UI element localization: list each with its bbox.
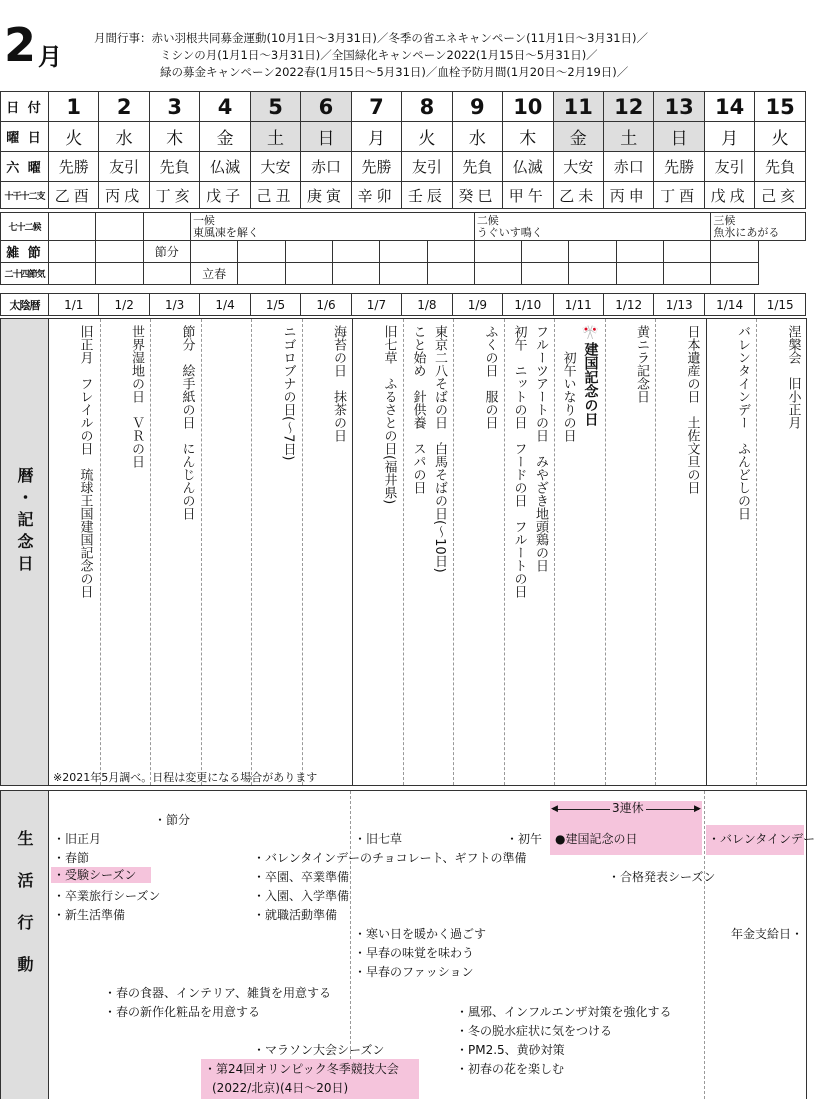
- lunar-cell: 1/9: [452, 294, 502, 316]
- life-label: 生活行動: [15, 830, 34, 998]
- monthly-events-line-1: 月間行事：赤い羽根共同募金運動(10月1日〜3月31日)／冬季の省エネキャンペーン(11月1日〜3月31日)／: [94, 31, 649, 45]
- date-cell: 3: [149, 92, 199, 122]
- life-item: ・春の新作化粧品を用意する: [104, 1005, 261, 1019]
- zassetsu-cell: [380, 241, 427, 263]
- life-item: ・旧七草: [354, 832, 403, 846]
- kanshi-cell: 丁亥: [149, 182, 199, 209]
- life-item: ・入園、入学準備: [253, 889, 350, 903]
- life-item: ・就職活動準備: [253, 908, 338, 922]
- month-kanji: 月: [38, 43, 62, 71]
- rokuyo-cell: 大安: [553, 152, 603, 182]
- zassetsu-cell: [427, 241, 474, 263]
- kanshi-cell: 乙未: [553, 182, 603, 209]
- renkyu-label: 3連休: [612, 801, 644, 815]
- koyomi-column: [251, 319, 303, 785]
- weekday-cell: 日: [301, 122, 351, 152]
- koyomi-entry: 🎌建国記念の日: [582, 325, 599, 427]
- weekday-cell: 水: [452, 122, 502, 152]
- kou72-period-label: 二候: [476, 214, 499, 227]
- kou72-period: [190, 213, 474, 241]
- date-cell: 4: [200, 92, 250, 122]
- weekday-cell: 金: [553, 122, 603, 152]
- life-item: ・初午: [506, 832, 543, 846]
- koyomi-entry: バレンタインデー ふんどしの日: [735, 325, 750, 520]
- koyomi-column: [504, 319, 556, 785]
- kou72-cell: [49, 213, 96, 241]
- kanshi-cell: 癸巳: [452, 182, 502, 209]
- zassetsu-row: [1, 241, 806, 263]
- rokuyo-cell: 大安: [250, 152, 300, 182]
- sekki24-cell: [332, 263, 379, 285]
- kanshi-cell: 庚寅: [301, 182, 351, 209]
- weekday-cell: 水: [99, 122, 149, 152]
- date-cell: 9: [452, 92, 502, 122]
- koyomi-column: [453, 319, 505, 785]
- koyomi-column: [655, 319, 707, 785]
- life-item: ・受験シーズン: [51, 867, 151, 883]
- sekki24-cell: 立春: [190, 263, 237, 285]
- rokuyo-cell: 仏滅: [200, 152, 250, 182]
- koyomi-entry: 節分 絵手紙の日 にんじんの日: [179, 325, 195, 520]
- life-item: ・早春の味覚を味わう: [354, 946, 475, 960]
- koyomi-column: [100, 319, 152, 785]
- kanshi-cell: 己丑: [250, 182, 300, 209]
- life-item: ・新生活準備: [53, 908, 126, 922]
- koyomi-column: [605, 319, 657, 785]
- zassetsu-cell: [569, 241, 616, 263]
- date-label: 日 付: [1, 92, 49, 122]
- rokuyo-cell: 友引: [704, 152, 754, 182]
- rokuyo-cell: 先負: [149, 152, 199, 182]
- kanshi-cell: 甲午: [503, 182, 553, 209]
- koyomi-entry: 旧七草 ふるさとの日(福井県): [381, 325, 397, 505]
- koyomi-entry: ふくの日 服の日: [482, 325, 498, 429]
- lunar-cell: 1/3: [149, 294, 199, 316]
- kanshi-cell: 丙戌: [99, 182, 149, 209]
- koyomi-column: [403, 319, 455, 785]
- date-cell: 6: [301, 92, 351, 122]
- rokuyo-cell: 先負: [452, 152, 502, 182]
- date-cell: 1: [49, 92, 99, 122]
- zassetsu-label: 雑 節: [1, 241, 49, 263]
- koyomi-entry: 黄ニラ記念日: [634, 325, 649, 403]
- lunar-cell: 1/15: [755, 294, 806, 316]
- zassetsu-cell: [664, 241, 711, 263]
- life-item: ・マラソン大会シーズン: [253, 1043, 385, 1057]
- life-item: ・節分: [154, 813, 191, 827]
- life-item: ・春の食器、インテリア、雑貨を用意する: [104, 986, 332, 1000]
- sekki24-cell: [569, 263, 616, 285]
- weekday-cell: 火: [49, 122, 99, 152]
- life-item: ・早春のファッション: [354, 965, 474, 979]
- date-row: [1, 92, 806, 122]
- koyomi-entry: フルーツアートの日 みやざき地頭鶏の日: [533, 325, 548, 572]
- kou72-cell: [143, 213, 190, 241]
- weekday-cell: 金: [200, 122, 250, 152]
- koyomi-entry: 初午 ニットの日 フードの日 フルートの日: [511, 325, 527, 598]
- life-item: ・風邪、インフルエンザ対策を強化する: [456, 1005, 672, 1019]
- weekday-cell: 月: [704, 122, 754, 152]
- lunar-grid: [0, 293, 806, 316]
- weekday-cell: 火: [755, 122, 806, 152]
- life-item: ・PM2.5、黄砂対策: [456, 1043, 565, 1057]
- weekday-row: [1, 122, 806, 152]
- zassetsu-cell: [711, 241, 758, 263]
- life-item: ・卒園、卒業準備: [253, 870, 350, 884]
- zassetsu-cell: [238, 241, 285, 263]
- life-item: ・寒い日を暖かく過ごす: [354, 927, 487, 941]
- koyomi-label-cell: [1, 319, 49, 785]
- kanshi-cell: 戊戌: [704, 182, 754, 209]
- sekki24-cell: [711, 263, 758, 285]
- kou72-period: [474, 213, 711, 241]
- date-cell: 15: [755, 92, 806, 122]
- rokuyo-cell: 赤口: [301, 152, 351, 182]
- sekki24-cell: [427, 263, 474, 285]
- weekday-cell: 土: [603, 122, 653, 152]
- lunar-row: [1, 294, 806, 316]
- kou72-label: 七十二候: [1, 213, 49, 241]
- kanshi-cell: 己亥: [755, 182, 806, 209]
- kanshi-cell: 壬辰: [402, 182, 452, 209]
- sekki24-cell: [474, 263, 521, 285]
- kanshi-row: [1, 182, 806, 209]
- zassetsu-cell: [190, 241, 237, 263]
- koyomi-column: [302, 319, 354, 785]
- koyomi-entry: 世界湿地の日 ＶＲの日: [129, 325, 144, 468]
- lunar-label: 太陰暦: [1, 294, 49, 316]
- month-number: 2: [4, 18, 37, 72]
- koyomi-entry: 日本遺産の日 土佐文旦の日: [684, 325, 700, 494]
- koyomi-column: [150, 319, 202, 785]
- sekki24-cell: [380, 263, 427, 285]
- zassetsu-cell: [616, 241, 663, 263]
- koyomi-column: [201, 319, 253, 785]
- koyomi-column: [756, 319, 808, 785]
- date-cell: 11: [553, 92, 603, 122]
- life-item: ・バレンタインデー: [708, 832, 815, 846]
- date-cell: 7: [351, 92, 401, 122]
- date-grid: [0, 91, 806, 209]
- zassetsu-cell: [285, 241, 332, 263]
- lunar-cell: 1/2: [99, 294, 149, 316]
- sekki24-cell: [285, 263, 332, 285]
- weekday-cell: 木: [149, 122, 199, 152]
- date-cell: 5: [250, 92, 300, 122]
- monthly-events-line-3: 緑の募金キャンペーン2022春(1月15日〜5月31日)／血栓予防月間(1月20日〜2月19日)／: [160, 65, 629, 79]
- koyomi-entry: 涅槃会 旧小正月: [785, 325, 801, 429]
- koyomi-column: [49, 319, 100, 785]
- sekki24-cell: [238, 263, 285, 285]
- life-item: ・春節: [53, 851, 90, 865]
- life-item: ・第24回オリンピック冬季競技大会: [204, 1062, 399, 1076]
- kou72-period-label: 一候: [192, 214, 215, 227]
- sekki24-label: 二十四節気: [1, 263, 49, 285]
- date-cell: 2: [99, 92, 149, 122]
- life-item: ●建国記念の日: [555, 832, 638, 846]
- rokuyo-row: [1, 152, 806, 182]
- rokuyo-cell: 先勝: [654, 152, 704, 182]
- date-cell: 12: [603, 92, 653, 122]
- rokuyo-cell: 友引: [402, 152, 452, 182]
- lunar-cell: 1/14: [704, 294, 754, 316]
- kanshi-cell: 乙酉: [49, 182, 99, 209]
- koyomi-entry: 海苔の日 抹茶の日: [331, 325, 346, 442]
- life-item: ・卒業旅行シーズン: [53, 889, 161, 903]
- date-cell: 10: [503, 92, 553, 122]
- lunar-cell: 1/1: [49, 294, 99, 316]
- life-item: ・バレンタインデーのチョコレート、ギフトの準備: [253, 851, 527, 865]
- rokuyo-label: 六 曜: [1, 152, 49, 182]
- sekki24-cell: [96, 263, 143, 285]
- season-grid: [0, 212, 806, 285]
- kanshi-label: 十干十二支: [1, 182, 49, 209]
- rokuyo-cell: 仏滅: [503, 152, 553, 182]
- koyomi-entry: こと始め 針供養 スパの日: [410, 325, 426, 494]
- kou72-row: [1, 213, 806, 241]
- lunar-cell: 1/8: [402, 294, 452, 316]
- lunar-cell: 1/6: [301, 294, 351, 316]
- koyomi-section: [0, 318, 807, 786]
- week-divider-2: [704, 791, 705, 1099]
- weekday-label: 曜 日: [1, 122, 49, 152]
- koyomi-label: 暦・記念日: [15, 467, 34, 577]
- life-item: ・旧正月: [53, 832, 102, 846]
- sekki24-row: [1, 263, 806, 285]
- date-cell: 14: [704, 92, 754, 122]
- life-label-cell: [1, 791, 49, 1099]
- zassetsu-cell: [522, 241, 569, 263]
- weekday-cell: 月: [351, 122, 401, 152]
- arrow-right-icon: ▶: [694, 804, 701, 814]
- kou72-period-label: 三候: [713, 214, 736, 227]
- zassetsu-cell: [474, 241, 521, 263]
- koyomi-note: ※2021年5月調べ。日程は変更になる場合があります: [53, 771, 318, 784]
- lunar-cell: 1/7: [351, 294, 401, 316]
- kou72-period-name: 東風凍を解く: [192, 225, 259, 239]
- rokuyo-cell: 先勝: [351, 152, 401, 182]
- life-item: (2022/北京)(4日〜20日): [212, 1081, 349, 1095]
- life-section: [0, 790, 815, 1099]
- kanshi-cell: 戊子: [200, 182, 250, 209]
- rokuyo-cell: 先負: [755, 152, 806, 182]
- weekday-cell: 火: [402, 122, 452, 152]
- life-item: 年金支給日・: [731, 927, 804, 941]
- lunar-cell: 1/10: [503, 294, 553, 316]
- zassetsu-cell: [332, 241, 379, 263]
- kanshi-cell: 丙申: [603, 182, 653, 209]
- lunar-cell: 1/4: [200, 294, 250, 316]
- lunar-cell: 1/11: [553, 294, 603, 316]
- sekki24-cell: [143, 263, 190, 285]
- zassetsu-cell: [49, 241, 96, 263]
- life-item: ・合格発表シーズン: [608, 870, 716, 884]
- sekki24-cell: [664, 263, 711, 285]
- lunar-cell: 1/13: [654, 294, 704, 316]
- kanshi-cell: 丁酉: [654, 182, 704, 209]
- monthly-events-line-2: ミシンの月(1月1日〜3月31日)／全国緑化キャンペーン2022(1月15日〜5月31日)／: [160, 48, 598, 62]
- zassetsu-cell: [96, 241, 143, 263]
- rokuyo-cell: 先勝: [49, 152, 99, 182]
- koyomi-entry: 初午いなりの日: [560, 325, 576, 442]
- weekday-cell: 木: [503, 122, 553, 152]
- koyomi-column: [706, 319, 758, 785]
- sekki24-cell: [522, 263, 569, 285]
- lunar-cell: 1/12: [603, 294, 653, 316]
- kanshi-cell: 辛卯: [351, 182, 401, 209]
- koyomi-column: [352, 319, 404, 785]
- weekday-cell: 土: [250, 122, 300, 152]
- date-cell: 13: [654, 92, 704, 122]
- life-item: ・冬の脱水症状に気をつける: [456, 1024, 613, 1038]
- arrow-left-icon: ◀: [551, 804, 558, 814]
- kou72-period-name: 魚氷にあがる: [713, 225, 780, 239]
- lunar-cell: 1/5: [250, 294, 300, 316]
- koyomi-entry: ニゴロブナの日(〜7日): [280, 325, 296, 461]
- kou72-period-name: うぐいす鳴く: [476, 225, 543, 239]
- date-cell: 8: [402, 92, 452, 122]
- life-item: ・初春の花を楽しむ: [456, 1062, 565, 1076]
- koyomi-entry: 旧正月 フレイルの日 琉球王国建国記念の日: [77, 325, 93, 598]
- rokuyo-cell: 友引: [99, 152, 149, 182]
- rokuyo-cell: 赤口: [603, 152, 653, 182]
- weekday-cell: 日: [654, 122, 704, 152]
- koyomi-column: [554, 319, 606, 785]
- sekki24-cell: [49, 263, 96, 285]
- sekki24-cell: [616, 263, 663, 285]
- koyomi-entry: 東京二八そばの日 白馬そばの日(〜10日): [432, 325, 447, 573]
- kou72-cell: [96, 213, 143, 241]
- kou72-period: [711, 213, 806, 241]
- zassetsu-cell: 節分: [143, 241, 190, 263]
